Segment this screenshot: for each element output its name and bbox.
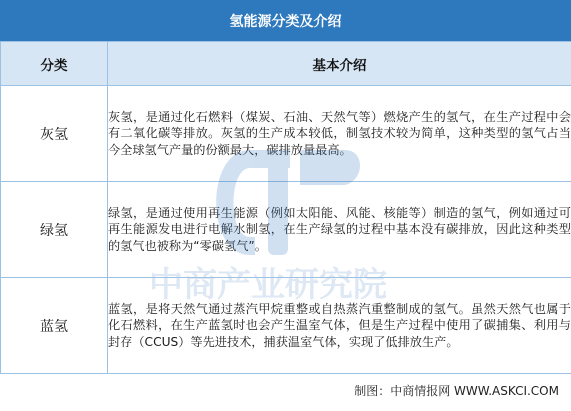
table-row <box>1 86 571 182</box>
watermark-text: 中商产业研究院 <box>149 265 387 305</box>
source-credit: 制图：中商情报网 WWW.ASKCI.COM <box>354 384 559 398</box>
category-cell: 蓝氢 <box>1 278 108 374</box>
classification-table <box>0 41 571 374</box>
table-header-row <box>1 42 571 86</box>
page-title: 氢能源分类及介绍 <box>0 0 571 41</box>
description-cell: 蓝氢，是将天然气通过蒸汽甲烷重整或自热蒸汽重整制成的氢气。虽然天然气也属于化石燃料，在生产蓝氢时也会产生温室气体，但是生产过程中使用了碳捕集、利用与封存（CCUS）等先进技术，捕获温室气体，实现了低排放生产。 <box>108 278 571 374</box>
table-row <box>1 278 571 374</box>
description-cell: 灰氢，是通过化石燃料（煤炭、石油、天然气等）燃烧产生的氢气，在生产过程中会有二氧化碳等排放。灰氢的生产成本较低，制氢技术较为简单，这种类型的氢气占当今全球氢气产量的份额最大，碳排放量最高。 <box>108 86 571 182</box>
column-header-category: 分类 <box>1 42 108 86</box>
column-header-description: 基本介绍 <box>108 42 571 86</box>
category-cell: 绿氢 <box>1 182 108 278</box>
description-cell: 绿氢，是通过使用再生能源（例如太阳能、风能、核能等）制造的氢气，例如通过可再生能源发电进行电解水制氢，在生产绿氢的过程中基本没有碳排放，因此这种类型的氢气也被称为“零碳氢气”。 <box>108 182 571 278</box>
category-cell: 灰氢 <box>1 86 108 182</box>
table-row <box>1 182 571 278</box>
